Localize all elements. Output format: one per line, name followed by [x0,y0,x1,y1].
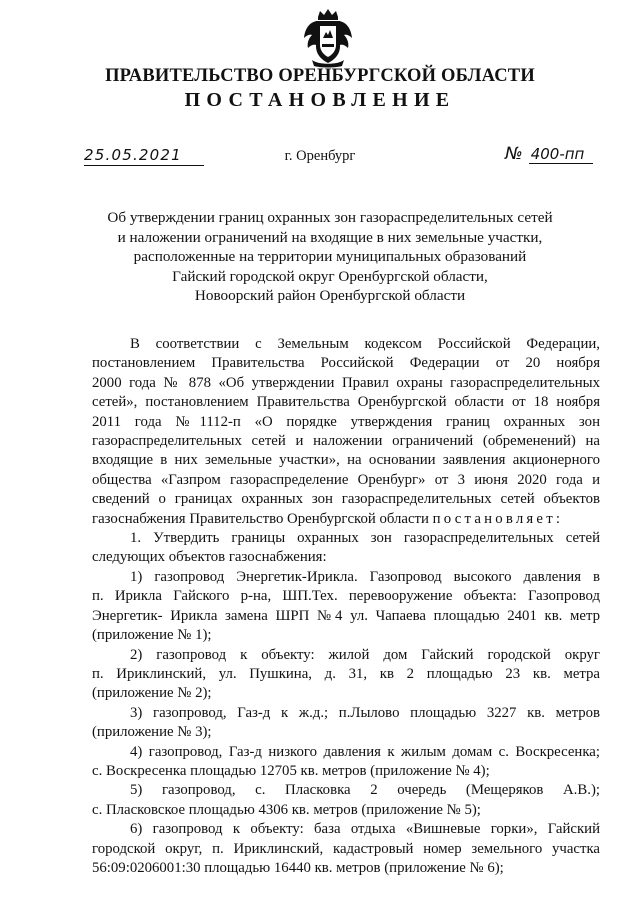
body-line: сетей», постановлением Правительства Оренбургской области от 18 ноября [92,394,600,411]
body-line: общества «Газпром газораспределение Оренбург» от 3 июня 2020 года и [92,471,600,488]
item-1-line: 1. Утвердить границы охранных зон газораспределительных сетей [130,530,600,547]
body-line: газораспределительных сетей и наложении ограничений (обременений) на [92,433,600,450]
number-sign: № [505,144,523,164]
coat-of-arms-icon [302,8,354,68]
heading-line: Новоорский район Оренбургской области [194,287,466,304]
subitem-2-line: п. Ириклинский, ул. Пушкина, д. 31, кв 2 площадью 23 кв. метра [92,665,600,682]
body-line: входящие в них земельные участки», на основании заявления акционерного [92,452,600,469]
heading-line: Гайский городской округ Оренбургской области, [172,267,488,285]
heading-line: Об утверждении границ охранных зон газораспределительных сетей [107,209,553,226]
subitem-1-line: (приложение № 1); [92,627,212,644]
document-date: 25.05.2021 [84,146,204,166]
subitem-3-line: 3) газопровод, Газ-д к ж.д.; п.Лылово площадью 3227 кв. метров [130,704,600,721]
document-heading [80,208,580,306]
subitem-6-line: 6) газопровод к объекту: база отдыха «Вишневые горки», Гайский [130,821,600,838]
subitem-6-line: 56:09:0206001:30 площадью 16440 кв. метров (приложение № 6); [92,859,504,876]
subitem-2-line: (приложение № 2); [92,685,212,702]
item-1-line: следующих объектов газоснабжения: [92,549,327,566]
body-line: 2000 года № 878 «Об утверждении Правил охраны газораспределительных [92,374,600,391]
resolves-word: постановляет: [432,510,564,527]
document-city: г. Оренбург [284,148,356,164]
body-line: сведений о границах охранных зон газораспределительных сетей объектов [92,491,600,508]
subitem-6-line: городской округ, п. Ириклинский, кадастровый номер земельного участка [92,840,600,857]
subitem-4-line: с. Воскресенка площадью 12705 кв. метров (приложение № 4); [92,762,490,779]
document-number [505,144,605,164]
body-line: 2011 года №1112-п «О порядке утверждения границ охранных зон [92,413,600,430]
body-line [92,510,600,529]
body-line: постановлением Правительства Российской Федерации от 20 ноября [92,355,600,372]
subitem-1-line: Энергетик- Ирикла замена ШРП №4 ул. Чапаева площадью 2401 кв. метр [92,607,600,624]
body-line: В соответствии с Земельным кодексом Российской Федерации, [130,336,600,352]
subitem-2-line: 2) газопровод к объекту: жилой дом Гайский городской округ [130,646,600,663]
preamble-end: газоснабжения Правительство Оренбургской области [92,510,429,527]
heading-line: и наложении ограничений на входящие в них земельные участки, [117,228,543,246]
number-value: 400-пп [529,145,593,164]
document-body [92,335,600,878]
subitem-4-line: 4) газопровод, Газ-д низкого давления к жилым домам с. Воскресенка; [130,743,600,760]
subitem-3-line: (приложение № 3); [92,724,212,741]
subitem-1-line: 1) газопровод Энергетик-Ирикла. Газопровод высокого давления в [130,568,600,585]
subitem-1-line: п. Ирикла Гайского р-на, ШП.Тех. перевооружение объекта: Газопровод [92,588,600,605]
subitem-5-line: с. Пласковское площадью 4306 кв. метров (приложение № 5); [92,801,481,818]
subitem-5-line: 5) газопровод, с. Пласковка 2 очередь (Мещеряков А.В.); [130,782,600,799]
government-title: ПРАВИТЕЛЬСТВО ОРЕНБУРГСКОЙ ОБЛАСТИ [105,66,535,86]
heading-line: расположенные на территории муниципальных образований [133,248,527,265]
document-type: ПОСТАНОВЛЕНИЕ [184,89,456,111]
